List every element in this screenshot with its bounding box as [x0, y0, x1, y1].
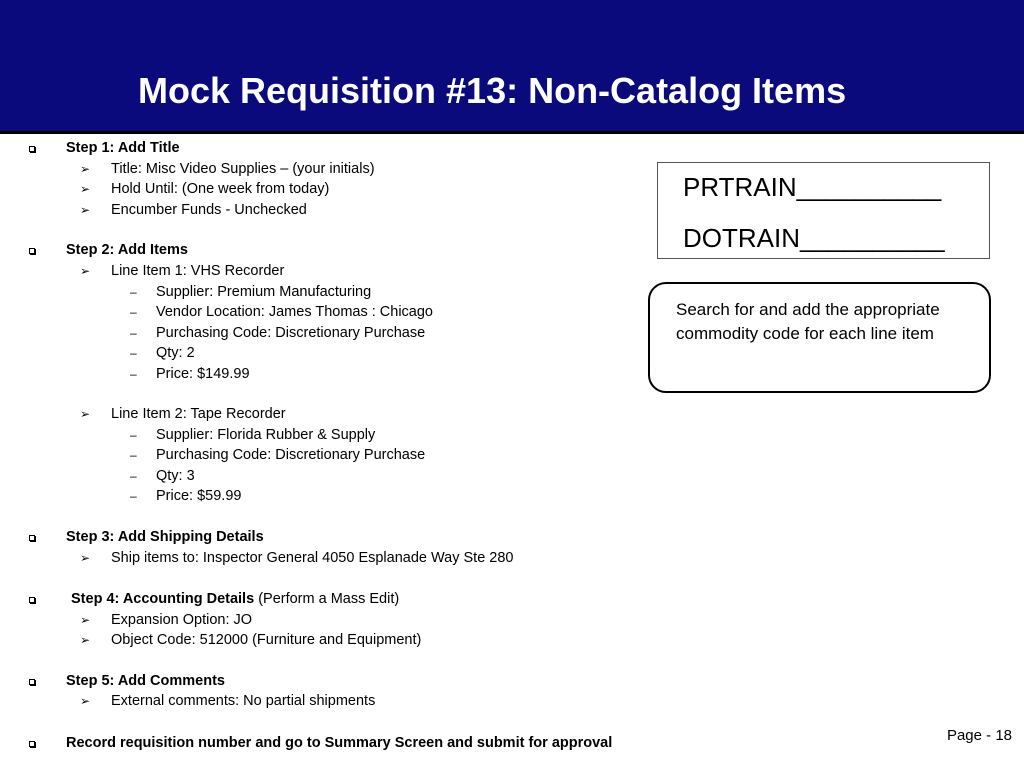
- step2-heading: Step 2: Add Items: [66, 242, 188, 258]
- arrow-bullet-icon: ➢: [80, 264, 91, 278]
- dash-bullet-icon: –: [130, 469, 137, 483]
- note-text: Search for and add the appropriate commodity code for each line item: [676, 300, 940, 343]
- prtrain-line: PRTRAIN__________: [683, 172, 942, 202]
- dash-bullet-icon: –: [130, 326, 137, 340]
- step1-heading: Step 1: Add Title: [66, 140, 180, 156]
- line-item-1-detail: Purchasing Code: Discretionary Purchase: [156, 325, 426, 341]
- line-item-1-detail: Vendor Location: James Thomas : Chicago: [156, 304, 434, 320]
- line-item-2-label: Line Item 2: Tape Recorder: [111, 406, 286, 422]
- step5-heading: Step 5: Add Comments: [66, 673, 225, 689]
- square-bullet-icon: [29, 146, 35, 152]
- arrow-bullet-icon: ➢: [80, 182, 91, 196]
- dotrain-line: DOTRAIN__________: [683, 223, 945, 253]
- step1-item: Title: Misc Video Supplies – (your initials): [111, 161, 375, 177]
- line-item-2-detail: Qty: 3: [156, 468, 195, 484]
- step3-item: Ship items to: Inspector General 4050 Esplanade Way Ste 280: [111, 550, 514, 566]
- dash-bullet-icon: –: [130, 285, 137, 299]
- dash-bullet-icon: –: [130, 305, 137, 319]
- arrow-bullet-icon: ➢: [80, 694, 91, 708]
- line-item-2-detail: Supplier: Florida Rubber & Supply: [156, 427, 376, 443]
- square-bullet-icon: [29, 741, 35, 747]
- step3-heading: Step 3: Add Shipping Details: [66, 529, 264, 545]
- dash-bullet-icon: –: [130, 428, 137, 442]
- final-step: Record requisition number and go to Summary Screen and submit for approval: [66, 735, 613, 751]
- line-item-1-detail: Price: $149.99: [156, 366, 250, 382]
- dash-bullet-icon: –: [130, 346, 137, 360]
- arrow-bullet-icon: ➢: [80, 407, 91, 421]
- line-item-2-detail: Price: $59.99: [156, 488, 242, 504]
- page-number: Page - 18: [946, 727, 1012, 744]
- step4-heading-row: [71, 590, 399, 608]
- square-bullet-icon: [29, 597, 35, 603]
- line-item-2-detail: Purchasing Code: Discretionary Purchase: [156, 447, 426, 463]
- arrow-bullet-icon: ➢: [80, 162, 91, 176]
- step1-item: Hold Until: (One week from today): [111, 181, 330, 197]
- arrow-bullet-icon: ➢: [80, 203, 91, 217]
- step4-heading-note: (Perform a Mass Edit): [258, 591, 400, 607]
- line-item-1-detail: Qty: 2: [156, 345, 195, 361]
- dash-bullet-icon: –: [130, 367, 137, 381]
- slide-title: Mock Requisition #13: Non-Catalog Items: [138, 70, 847, 111]
- step1-item: Encumber Funds - Unchecked: [111, 202, 307, 218]
- arrow-bullet-icon: ➢: [80, 613, 91, 627]
- step4-item: Expansion Option: JO: [111, 612, 253, 628]
- credentials-box: [657, 162, 990, 259]
- commodity-code-note: [648, 282, 991, 393]
- arrow-bullet-icon: ➢: [80, 633, 91, 647]
- square-bullet-icon: [29, 679, 35, 685]
- line-item-1-label: Line Item 1: VHS Recorder: [111, 263, 285, 279]
- dash-bullet-icon: –: [130, 448, 137, 462]
- step5-item: External comments: No partial shipments: [111, 693, 376, 709]
- dash-bullet-icon: –: [130, 489, 137, 503]
- square-bullet-icon: [29, 535, 35, 541]
- square-bullet-icon: [29, 248, 35, 254]
- step4-heading: Step 4: Accounting Details: [71, 591, 255, 607]
- arrow-bullet-icon: ➢: [80, 551, 91, 565]
- slide-header: [0, 0, 1024, 134]
- step4-item: Object Code: 512000 (Furniture and Equipment): [111, 632, 422, 648]
- line-item-1-detail: Supplier: Premium Manufacturing: [156, 284, 372, 300]
